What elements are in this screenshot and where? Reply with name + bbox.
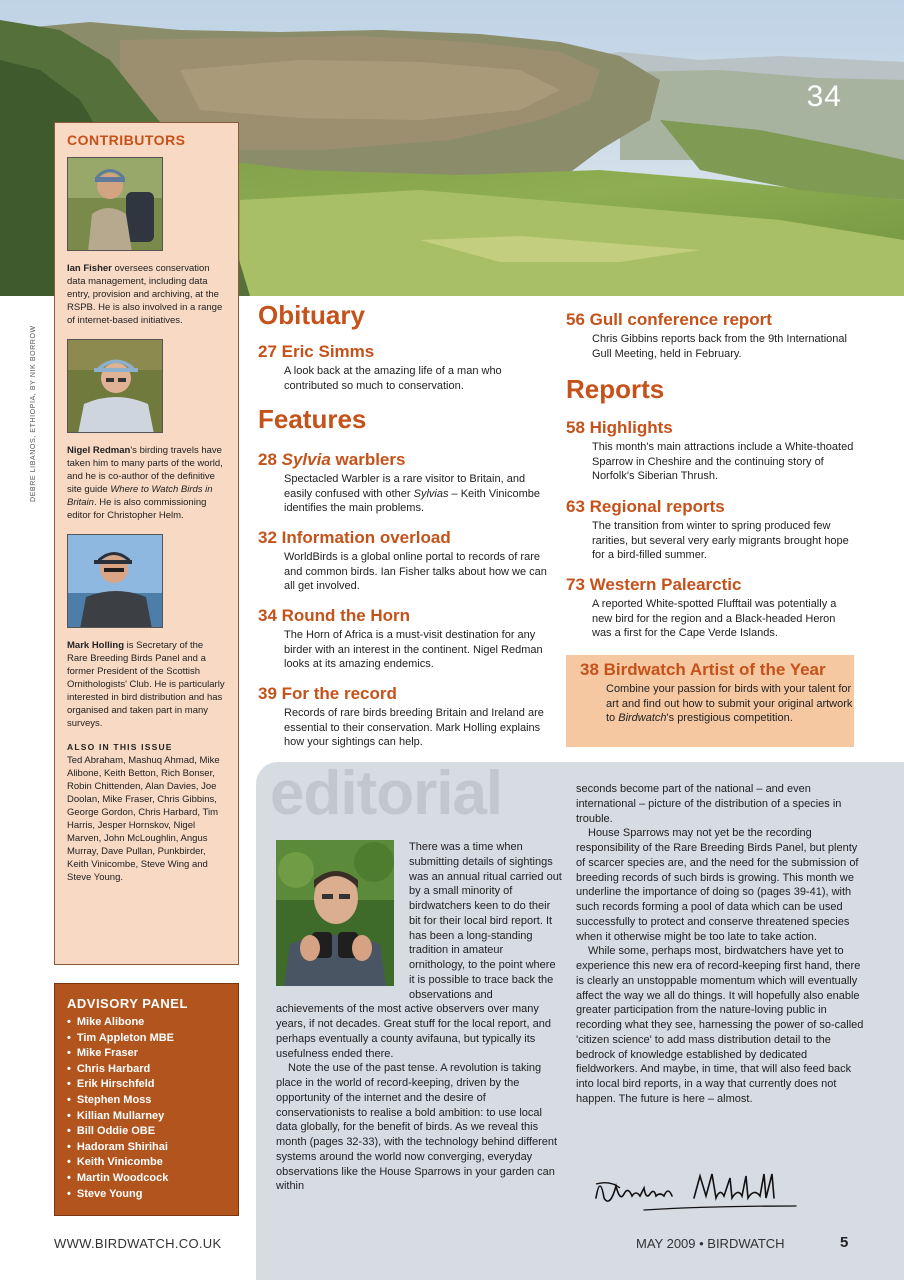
advisory-member: • Tim Appleton MBE <box>67 1031 238 1047</box>
contributors-panel <box>54 122 239 965</box>
advisory-member: • Stephen Moss <box>67 1093 238 1109</box>
entry-description: WorldBirds is a global online portal to records of rare and common birds. Ian Fisher talks about how we can all get involved. <box>284 551 547 593</box>
photo-credit: DEBRE LIBANOS, ETHIOPIA, BY NIK BORROW <box>30 325 37 502</box>
entry-title: 27 Eric Simms <box>258 342 375 361</box>
footer-website-link[interactable]: WWW.BIRDWATCH.CO.UK <box>54 1236 222 1251</box>
portrait-nigel-redman <box>67 339 163 433</box>
entry-description: The Horn of Africa is a must-visit destination for any birder with an interest in the continent. Nigel Redman looks at its amazing endemics. <box>284 629 543 671</box>
advisory-member: • Hadoram Shirihai <box>67 1140 238 1156</box>
footer-page-number: 5 <box>840 1234 849 1251</box>
entry-title: 39 For the record <box>258 684 397 703</box>
advisory-member: • Keith Vinicombe <box>67 1155 238 1171</box>
contents-entry-sylvia-warblers[interactable] <box>258 450 548 516</box>
advisory-member: • Steve Young <box>67 1187 238 1203</box>
entry-description: This month's main attractions include a White-thoated Sparrow in Cheshire and the continuing story of Norfolk's Siberian Thrush. <box>592 441 854 483</box>
advisory-member: • Chris Harbard <box>67 1062 238 1078</box>
advisory-member: • Mike Alibone <box>67 1015 238 1031</box>
editorial-column-1 <box>276 840 562 1194</box>
contents-entry-eric-simms[interactable] <box>258 342 548 393</box>
contents-entry-highlights[interactable] <box>566 418 856 484</box>
entry-description: A look back at the amazing life of a man who contributed so much to conservation. <box>284 365 502 392</box>
advisory-member: • Mike Fraser <box>67 1046 238 1062</box>
entry-title: 28 Sylvia warblers <box>258 450 406 469</box>
editorial-heading: editorial <box>270 759 503 828</box>
advisory-members <box>67 1015 238 1202</box>
entry-title: 63 Regional reports <box>566 497 725 516</box>
also-in-issue-title: ALSO IN THIS ISSUE <box>67 742 173 752</box>
portrait-mark-holling <box>67 534 163 628</box>
advisory-member: • Martin Woodcock <box>67 1171 238 1187</box>
entry-title: 38 Birdwatch Artist of the Year <box>580 660 826 679</box>
editorial-column-2 <box>576 782 866 1107</box>
editorial-paragraph: seconds become part of the national – and even international – picture of the distribution of a species in trouble. <box>576 783 842 825</box>
bio-nigel-redman: Nigel Redman's birding travels have taken him to many parts of the world, and he is co-author of the definitive site guide Where to Watch Birds in Britain. He is also commissioning editor for Christopher Helm. <box>67 445 223 521</box>
editorial-paragraph: While some, perhaps most, birdwatchers have yet to experience this new era of record-keeping first hand, there is clearly an unstoppable momentum which will eventually affect the way we all do things. It will hopefully also enable greater participation from the nature-loving public in recording what they see, harnessing the power of so-called 'citizen science' to add mass distribution detail to the bedrock of knowledge established by dedicated fieldworkers. And maybe, in time, that will also feed back into local bird reports, in a way that currently does not happen. The future is here – almost. <box>576 945 864 1105</box>
contents-entry-for-the-record[interactable] <box>258 684 548 750</box>
editor-signature <box>590 1164 810 1220</box>
advisory-member: • Erik Hirschfeld <box>67 1077 238 1093</box>
editorial-paragraph: Note the use of the past tense. A revolution is taking place in the world of record-keeping, driven by the opportunity of the internet and the desire of conservationists to realise a bold ambition: to use local data globally, for the benefit of birds. As we reveal this month (pages 32-33), with the technology behind different systems around the world now converging, everyday observations like the House Sparrows in your garden can within <box>276 1062 558 1193</box>
contents-entry-regional-reports[interactable] <box>566 497 856 563</box>
entry-title: 73 Western Palearctic <box>566 575 742 594</box>
entry-description: Spectacled Warbler is a rare visitor to Britain, and easily confused with other Sylvias – Keith Vinicombe identifies the main problems. <box>284 473 541 515</box>
also-in-issue-list: Ted Abraham, Mashuq Ahmad, Mike Alibone, Keith Betton, Rich Bonser, Robin Chittenden, Alan Davies, Joe Doolan, Mike Fraser, Chris Gibbins, George Gordon, Chris Harbard, Tim Harris, Jesper Hornskov, Nigel Marven, John McLoughlin, Angus Murray, Dave Pullan, Punkbirder, Keith Vinicombe, Steve Wing and Steve Young. <box>67 755 220 883</box>
entry-description: Combine your passion for birds with your talent for art and find out how to submit your original artwork to Birdwatch's prestigious competition. <box>606 683 853 725</box>
advisory-member: • Killian Mullarney <box>67 1109 238 1125</box>
footer-issue-info: MAY 2009 • BIRDWATCH <box>636 1236 785 1251</box>
section-heading-features: Features <box>258 404 367 434</box>
entry-description: Records of rare birds breeding Britain and Ireland are essential to their conservation. Mark Holling explains how your sightings can help. <box>284 707 544 749</box>
contents-entry-artist-of-the-year[interactable] <box>566 655 854 747</box>
entry-description: A reported White-spotted Flufftail was potentially a new bird for the region and a Black-headed Heron was a first for the Cape Verde Islands. <box>592 598 837 640</box>
page-number-badge: 34 <box>806 80 842 113</box>
bio-ian-fisher: Ian Fisher oversees conservation data management, including data entry, provision and archiving, at the RSPB. He is also involved in a range of internet-based initiatives. <box>67 263 223 326</box>
advisory-title: ADVISORY PANEL <box>67 996 188 1011</box>
entry-title: 56 Gull conference report <box>566 310 772 329</box>
advisory-panel <box>54 983 239 1216</box>
editorial-paragraph: House Sparrows may not yet be the recording responsibility of the Rare Breeding Birds Panel, but plenty of scarcer species are, and the need for the submission of breeding records of such birds is growing. This month we underline the importance of doing so (pages 39-41), with such records forming a pool of data which can be used successfully to protect and conserve threatened species when it otherwise might be too late to take action. <box>576 827 859 943</box>
editor-photo <box>276 840 394 986</box>
contents-entry-information-overload[interactable] <box>258 528 548 594</box>
advisory-member: • Bill Oddie OBE <box>67 1124 238 1140</box>
entry-description: The transition from winter to spring produced few rarities, but several very early migrants brought hope for a bird-filled summer. <box>592 520 849 562</box>
entry-description: Chris Gibbins reports back from the 9th International Gull Meeting, held in February. <box>592 333 847 360</box>
portrait-ian-fisher <box>67 157 163 251</box>
contents-entry-round-the-horn[interactable] <box>258 606 548 672</box>
contents-entry-gull-conference[interactable] <box>566 310 856 361</box>
editorial-paragraph: There was a time when submitting details of sightings was an annual ritual carried out by a small minority of birdwatchers keen to do their bit for their local bird report. It has been a long-standing tradition in amateur ornithology, to the point where it is possible to trace back the observations and achievements of the most active observers over many years, if not decades. Great stuff for the local report, and perhaps eventually a county avifauna, but typically its usefulness ended there. <box>276 841 562 1060</box>
section-heading-obituary: Obituary <box>258 300 365 330</box>
bio-mark-holling: Mark Holling is Secretary of the Rare Breeding Birds Panel and a former President of the Scottish Ornithologists' Club. He is particularly interested in bird distribution and has organised and taken part in many surveys. <box>67 640 225 729</box>
contents-entry-western-palearctic[interactable] <box>566 575 856 641</box>
section-heading-reports: Reports <box>566 374 665 404</box>
entry-title: 58 Highlights <box>566 418 673 437</box>
contributors-title: CONTRIBUTORS <box>67 132 186 148</box>
entry-title: 34 Round the Horn <box>258 606 411 625</box>
entry-title: 32 Information overload <box>258 528 451 547</box>
